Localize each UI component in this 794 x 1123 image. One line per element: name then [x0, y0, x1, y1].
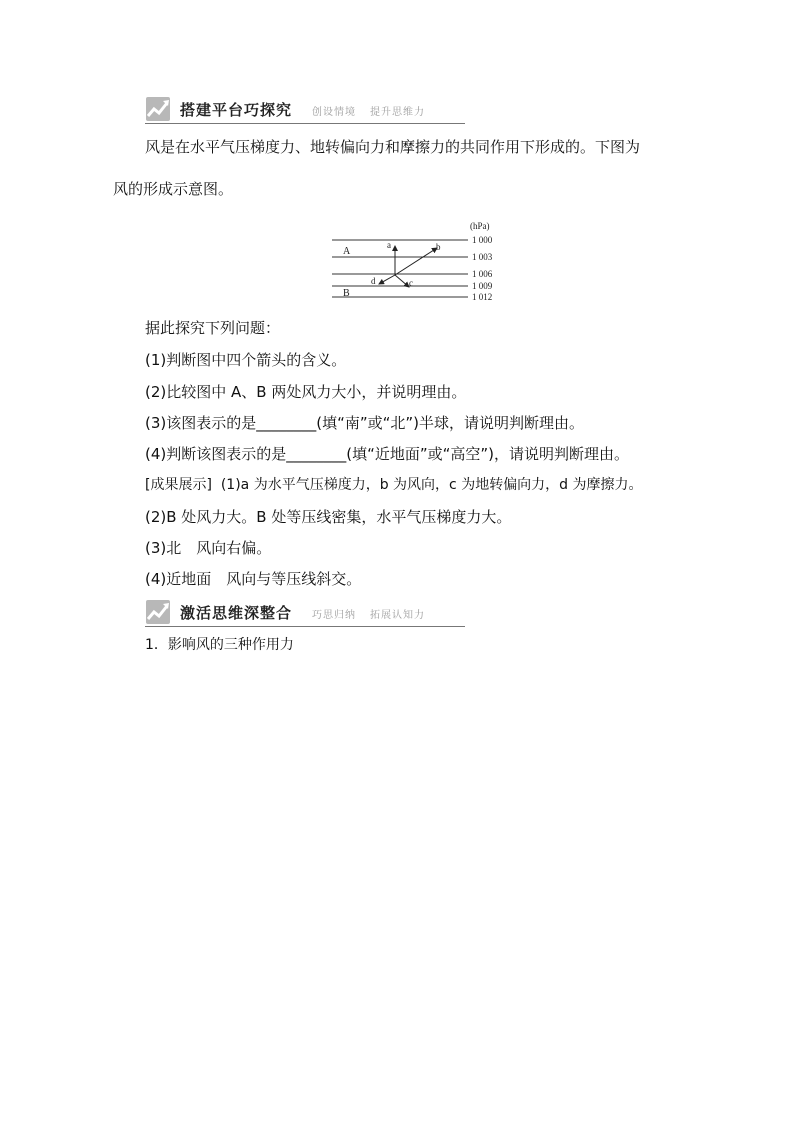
point-a-label: A — [343, 246, 351, 257]
item-1: 1．影响风的三种作用力 — [145, 637, 294, 653]
answer-2: (2)B 处风力大。B 处等压线密集，水平气压梯度力大。 — [145, 508, 512, 526]
trend-chart-icon — [145, 96, 171, 122]
isobar-label: 1 012 — [472, 292, 493, 302]
arrow-label: a — [387, 240, 391, 250]
intro-line-1: 风是在水平气压梯度力、地转偏向力和摩擦力的共同作用下形成的。下图为 — [145, 138, 641, 156]
point-b-label: B — [343, 288, 350, 299]
section-header-explore — [145, 96, 465, 122]
arrow-label: b — [436, 242, 441, 252]
answer-1: (1)a 为水平气压梯度力，b 为风向，c 为地转偏向力，d 为摩擦力。 — [220, 477, 643, 493]
question-1: (1)判断图中四个箭头的含义。 — [145, 351, 347, 369]
intro-line-2: 风的形成示意图。 — [113, 180, 234, 198]
questions-lead: 据此探究下列问题： — [145, 319, 281, 337]
section-subtitle: 巧思归纳 — [312, 610, 356, 621]
answer-1-row — [145, 475, 643, 495]
section-subtitle: 创设情境 — [312, 107, 356, 118]
section-subtitle: 提升思维力 — [370, 107, 425, 118]
wind-formation-diagram — [330, 220, 505, 305]
arrow-label: d — [371, 276, 376, 286]
isobar-label: 1 000 — [472, 235, 493, 245]
section-title: 激活思维深整合 — [180, 604, 293, 622]
unit-label: (hPa) — [470, 221, 490, 231]
question-2: (2)比较图中 A、B 两处风力大小，并说明理由。 — [145, 383, 467, 401]
isobar-label: 1 009 — [472, 281, 493, 291]
isobar-label: 1 003 — [472, 252, 493, 262]
question-3: (3)该图表示的是________(填“南”或“北”)半球，请说明判断理由。 — [145, 414, 585, 432]
section-subtitle: 拓展认知力 — [370, 610, 425, 621]
section-header-integrate — [145, 599, 465, 625]
arrow-d — [379, 275, 395, 284]
answer-3: (3)北 风向右偏。 — [145, 539, 272, 557]
divider — [145, 123, 465, 124]
arrow-c — [395, 275, 409, 287]
trend-chart-icon — [145, 599, 171, 625]
arrow-label: c — [409, 278, 413, 288]
section-title: 搭建平台巧探究 — [180, 101, 293, 119]
answer-4: (4)近地面 风向与等压线斜交。 — [145, 570, 362, 588]
answers-label: [成果展示] — [145, 477, 212, 493]
question-4: (4)判断该图表示的是________(填“近地面”或“高空”)，请说明判断理由。 — [145, 445, 630, 463]
divider — [145, 626, 465, 627]
isobar-label: 1 006 — [472, 269, 493, 279]
arrow-b — [395, 248, 437, 275]
